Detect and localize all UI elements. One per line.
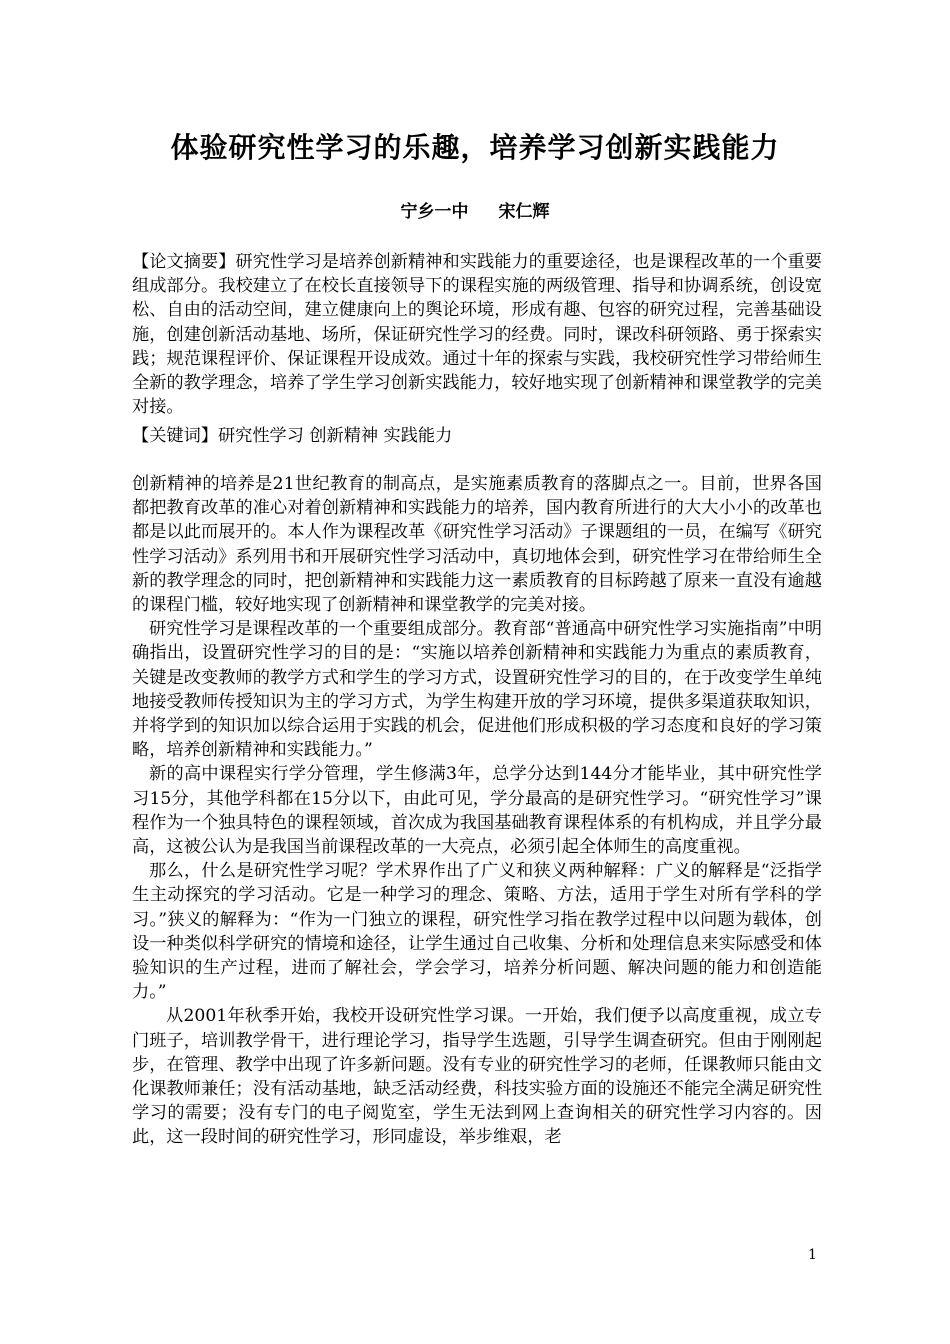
page-number: 1 [808, 1247, 817, 1263]
body-paragraph: 从2001年秋季开始，我校开设研究性学习课。一开始，我们便予以高度重视，成立专门班子，培训教学骨干，进行理论学习，指导学生选题，引导学生调查研究。但由于刚刚起步，在管理、教学中出现了许多新问题。没有专业的研究性学习的老师，任课教师只能由文化课教师兼任；没有活动基地，缺乏活动经费，科技实验方面的设施还不能完全满足研究性学习的需要；没有专门的电子阅览室，学生无法到网上查询相关的研究性学习内容的。因此，这一段时间的研究性学习，形同虚设，举步维艰，老 [132, 1006, 822, 1148]
body-paragraph: 创新精神的培养是21世纪教育的制高点，是实施素质教育的落脚点之一。目前，世界各国都把教育改革的准心对着创新精神和实践能力的培养，国内教育所进行的大大小小的改革也都是以此而展开的。本人作为课程改革《研究性学习活动》子课题组的一员，在编写《研究性学习活动》系列用书和开展研究性学习活动中，真切地体会到，研究性学习在带给师生全新的教学理念的同时，把创新精神和实践能力这一素质教育的目标跨越了原来一直没有逾越的课程门槛，较好地实现了创新精神和课堂教学的完美对接。 [132, 474, 822, 616]
body-text [132, 472, 822, 1150]
keywords: 【关键词】研究性学习 创新精神 实践能力 [132, 426, 453, 446]
body-paragraph: 研究性学习是课程改革的一个重要组成部分。教育部“普通高中研究性学习实施指南”中明确指出，设置研究性学习的目的是：“实施以培养创新精神和实践能力为重点的素质教育，关键是改变教师的教学方式和学生的学习方式，设置研究性学习的目的，在于改变学生单纯地接受教师传授知识为主的学习方式，为学生构建开放的学习环境，提供多渠道获取知识，并将学到的知识加以综合运用于实践的机会，促进他们形成积极的学习态度和良好的学习策略，培养创新精神和实践能力。” [132, 619, 822, 761]
author-name: 宋仁辉 [498, 202, 550, 222]
body-paragraph: 新的高中课程实行学分管理，学生修满3年，总学分达到144分才能毕业，其中研究性学习15分，其他学科都在15分以下，由此可见，学分最高的是研究性学习。“研究性学习”课程作为一个独具特色的课程领域，首次成为我国基础教育课程体系的有机构成，并且学分最高，这被公认为是我国当前课程改革的一大亮点，必须引起全体师生的高度重视。 [132, 764, 822, 858]
body-paragraph: 那么，什么是研究性学习呢？学术界作出了广义和狭义两种解释：广义的解释是“泛指学生主动探究的学习活动。它是一种学习的理念、策略、方法，适用于学生对所有学科的学习。”狭义的解释为：“作为一门独立的课程，研究性学习指在教学过程中以问题为载体，创设一种类似科学研究的情境和途径，让学生通过自己收集、分析和处理信息来实际感受和体验知识的生产过程，进而了解社会，学会学习，培养分析问题、解决问题的能力和创造能力。” [132, 861, 822, 1003]
document-title: 体验研究性学习的乐趣，培养学习创新实践能力 [170, 131, 780, 164]
byline [0, 198, 950, 226]
school-name: 宁乡一中 [400, 202, 469, 222]
abstract: 【论文摘要】研究性学习是培养创新精神和实践能力的重要途径，也是课程改革的一个重要组成部分。我校建立了在校长直接领导下的课程实施的两级管理、指导和协调系统，创设宽松、自由的活动空间，建立健康向上的舆论环境，形成有趣、包容的研究过程，完善基础设施，创建创新活动基地、场所，保证研究性学习的经费。同时，课改科研领路、勇于探索实践；规范课程评价、保证课程开设成效。通过十年的探索与实践，我校研究性学习带给师生全新的教学理念，培养了学生学习创新实践能力，较好地实现了创新精神和课堂教学的完美对接。 [132, 252, 822, 418]
